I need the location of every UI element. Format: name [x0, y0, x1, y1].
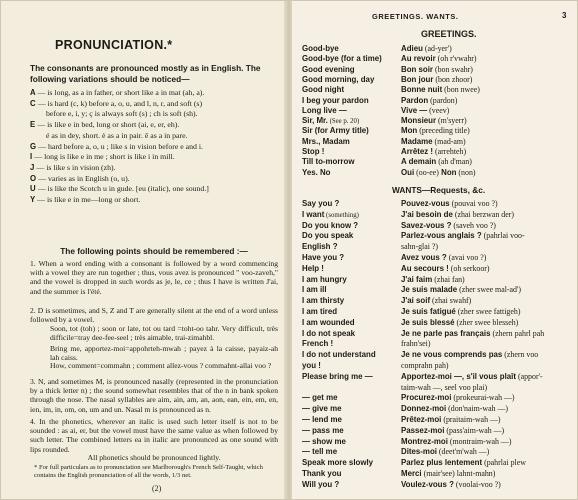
- letter-row: [30, 163, 280, 172]
- pronunciation: (pahrlai plew: [482, 458, 526, 468]
- french-phrase: [401, 404, 508, 414]
- phrase-row: [302, 339, 576, 349]
- pronunciation: (voolai-voo ?): [453, 479, 501, 489]
- french-text: Adieu: [401, 44, 423, 53]
- pronunciation: (bon zhoor): [433, 74, 473, 84]
- phrase-row: [302, 221, 576, 231]
- phrase-row: [302, 437, 576, 447]
- french-phrase: [401, 264, 490, 274]
- letter-key: I: [30, 152, 35, 162]
- page-number-right: 3: [562, 11, 567, 20]
- points-heading: The following points should be remembered :—: [60, 246, 248, 256]
- french-phrase: [401, 137, 466, 147]
- english-phrase: Mrs., Madam: [302, 136, 350, 146]
- english-phrase: — pass me: [302, 425, 344, 435]
- phrase-row: [302, 65, 576, 75]
- phrase-note: (something): [324, 211, 359, 219]
- french-phrase: [401, 96, 457, 106]
- letter-key: C: [30, 98, 38, 108]
- french-text: Je suis blessé: [401, 317, 455, 327]
- french-phrase: [401, 447, 489, 457]
- pronunciation: (m'syerr): [436, 116, 467, 126]
- french-phrase: [401, 383, 487, 393]
- pronunciation: comprahn pah): [401, 361, 449, 370]
- english-phrase: Long live —: [302, 105, 347, 115]
- english-phrase: French !: [302, 339, 334, 349]
- french-text: Dites-moi: [401, 447, 437, 457]
- english-phrase: Speak more slowly: [302, 458, 374, 468]
- letter-desc: — varies as in English (o, u).: [38, 173, 130, 183]
- french-text: Au secours !: [401, 263, 449, 273]
- pronunciation: frahn'sei): [401, 339, 431, 349]
- phrase-row: [302, 168, 576, 178]
- phrase-row: [302, 447, 576, 457]
- pronunciation: (pouvai voo ?): [449, 199, 498, 208]
- french-text: Pouvez-vous: [401, 199, 450, 208]
- english-phrase: Sir, Mr. (See p. 20): [302, 116, 360, 126]
- phrase-row: [302, 44, 576, 54]
- french-phrase: [401, 437, 511, 447]
- letter-desc: — is hard (c, k) before a, o, u, and l, n, r, and soft (s): [37, 98, 203, 108]
- letter-row: [30, 174, 280, 183]
- pronunciation: (preceding title): [417, 126, 470, 136]
- french-phrase: [401, 85, 480, 95]
- french-text: Donnez-moi: [401, 404, 447, 414]
- phrase-row: [302, 264, 576, 274]
- pronunciation: (pahrlai voo-: [481, 231, 525, 241]
- phrase-row: [302, 361, 576, 371]
- french-text: Bon soir: [401, 64, 434, 74]
- french-phrase: [401, 157, 472, 167]
- letter-row: [30, 109, 286, 118]
- pronunciation: (zher swee blesseh): [454, 317, 519, 327]
- rule-paragraph: 4. In the phonetics, wherever an italic is used such letter itself is not to be sounded : as ai, er, but the vowel must have the same value as when followed by such letter. The combined letters ea in italic are pronounced as one sound with lips rounded.: [30, 417, 278, 454]
- phrase-row: [302, 96, 576, 106]
- english-phrase: I want (something): [302, 209, 359, 219]
- phrase-row: [302, 383, 576, 393]
- pronunciation: (zhai fan): [432, 274, 465, 284]
- english-phrase: Do you speak: [302, 231, 354, 241]
- french-text: Pardon: [401, 95, 429, 105]
- french-phrase: [401, 318, 518, 328]
- footnote: * For full particulars as to pronunciation see Marlborough's French Self-Taught, which contains the English pronunciation of all the words, 1/3 net.: [34, 464, 263, 479]
- english-phrase: Good-bye (for a time): [302, 54, 382, 64]
- pronunciation: (zhai swahf): [430, 296, 472, 306]
- phrase-row: [302, 231, 576, 241]
- pronunciation: (avai voo ?): [446, 253, 487, 262]
- pronunciation: (ad-yer'): [422, 44, 452, 53]
- running-head: GREETINGS. WANTS.: [372, 12, 459, 21]
- pronunciation: (praitaim-wah —): [441, 415, 501, 424]
- french-phrase: [401, 242, 438, 252]
- english-phrase: — show me: [302, 436, 346, 446]
- phrase-row: [302, 157, 576, 167]
- pronunciation: (zhern voo: [502, 350, 539, 360]
- french-text: Bonne nuit: [401, 85, 443, 95]
- french-phrase: [401, 147, 466, 157]
- french-text: Je ne parle pas français: [401, 328, 491, 338]
- english-phrase: Say you ?: [302, 199, 340, 208]
- french-text: J'ai soif: [401, 296, 431, 306]
- rule-paragraph: Bring me, apportez-moi=appohrteh-mwah ; payez à la caisse, payaiz-ah lah caiss.: [50, 344, 278, 363]
- page-number-left: (2): [152, 484, 162, 493]
- french-phrase: [401, 199, 498, 209]
- letter-key: Y: [30, 195, 38, 204]
- letter-desc: é as in dey, short. è as a in pair. ê as a in pare.: [46, 130, 188, 140]
- phrase-note: (See p. 20): [327, 118, 360, 126]
- pronunciation: (veev): [427, 105, 450, 115]
- letter-row: [30, 120, 280, 129]
- pronunciation: (prokeurai-wah —): [451, 393, 515, 403]
- rule-paragraph: 1. When a word ending with a consonant is followed by a word commencing with a vowel they are run together ; thus, vous avez is pronounced " voo-zaveh," and the vowel is dropped in such words as je, le, ce ; thus I have is written J'ai, and the summer is l'été.: [30, 259, 278, 296]
- french-phrase: [401, 339, 430, 349]
- phrase-row: [302, 147, 576, 157]
- french-phrase: [401, 372, 543, 382]
- greetings-title: GREETINGS.: [421, 29, 477, 39]
- phrase-row: [302, 137, 576, 147]
- english-phrase: — give me: [302, 404, 342, 414]
- letter-desc: — long is like e in me ; short is like i in mill.: [34, 152, 175, 162]
- pronunciation: (zhern pahrl pah: [490, 328, 545, 338]
- letter-key: J: [30, 162, 37, 172]
- phrase-row: [302, 469, 576, 479]
- rule-paragraph: Soon, tot (toh) ; soon or late, tot ou tard =toht-oo tahr. Very difficult, très difficile=tray dee-fee-seel ; très aimable, trai-zimahbl.: [50, 324, 278, 343]
- french-phrase: [401, 116, 467, 126]
- french-phrase: [401, 44, 452, 54]
- phrase-row: [302, 415, 576, 425]
- letter-desc: before e, i, y; ç is always soft (s) ; ch is soft (sh).: [46, 109, 198, 119]
- letter-key: E: [30, 120, 38, 130]
- letter-row: [30, 142, 280, 151]
- pronunciation: (don'naim-wah —): [446, 404, 509, 414]
- letter-key: U: [30, 184, 38, 194]
- english-phrase: I am hungry: [302, 274, 347, 284]
- phrase-row: [302, 85, 576, 95]
- letter-row: [30, 131, 286, 140]
- pronunciation: (pass'aim-wah —): [444, 425, 505, 435]
- phrase-row: [302, 199, 576, 209]
- pronunciation: (oh r'vwahr): [435, 54, 477, 64]
- phrase-row: [302, 404, 576, 414]
- phrase-row: [302, 116, 576, 126]
- french-text: Je suis malade: [401, 285, 458, 295]
- french-phrase: [401, 350, 538, 360]
- english-phrase: Have you ?: [302, 253, 345, 262]
- french-phrase: [401, 210, 514, 220]
- english-phrase: Good morning, day: [302, 74, 375, 84]
- pronunciation: (pardon): [428, 95, 458, 105]
- english-phrase: Do you know ?: [302, 220, 359, 230]
- page-title: PRONUNCIATION.*: [55, 38, 173, 52]
- english-phrase: English ?: [302, 242, 338, 252]
- phrase-row: [302, 54, 576, 64]
- english-phrase: you !: [302, 361, 321, 370]
- french-text: Bon jour: [401, 74, 434, 84]
- phrase-row: [302, 106, 576, 116]
- pronunciation: lahnt-mahn): [454, 469, 496, 478]
- french-phrase: [401, 307, 520, 317]
- phrase-row: [302, 318, 576, 328]
- french-phrase: [401, 285, 521, 295]
- french-text: Oui: [401, 167, 415, 177]
- rule-paragraph: How, comment=commahn ; comment allez-vous ? commahnt-allai voo ?: [50, 361, 272, 370]
- french-phrase: [401, 415, 501, 425]
- english-phrase: — lend me: [302, 415, 342, 424]
- french-phrase: [401, 469, 495, 479]
- wants-title: WANTS—Requests, &c.: [392, 185, 486, 195]
- letter-row: [30, 195, 280, 204]
- english-phrase: Please bring me —: [302, 371, 373, 381]
- english-phrase: — tell me: [302, 447, 338, 457]
- letter-desc: — hard before a, o, u ; like s in vision before e and i.: [38, 141, 204, 151]
- french-text: Parlez-vous anglais ?: [401, 231, 482, 241]
- letter-desc: — is like s in vision (zh).: [36, 162, 116, 172]
- pronunciation: (non): [456, 167, 476, 177]
- pronunciation: sahn-glai ?): [401, 242, 439, 252]
- phrase-row: [302, 75, 576, 85]
- french-phrase: [401, 296, 471, 306]
- phrase-row: [302, 372, 576, 382]
- phrase-row: [302, 253, 576, 263]
- french-text: Procurez-moi: [401, 393, 452, 403]
- letter-row: [30, 184, 280, 193]
- phrase-row: [302, 242, 576, 252]
- letter-desc: — is like e in bed, long or short (ai, e, er, eh).: [37, 120, 180, 130]
- french-text: Avez vous ?: [401, 253, 447, 262]
- french-phrase: [401, 75, 472, 85]
- french-text: A demain: [401, 157, 437, 167]
- pronunciation: (deet'm'wah —): [436, 447, 490, 457]
- french-text: Monsieur: [401, 116, 437, 126]
- english-phrase: Sir (for Army title): [302, 126, 369, 136]
- french-text: J'ai faim: [401, 274, 433, 284]
- french-phrase: [401, 393, 515, 403]
- letter-key: A: [30, 88, 38, 97]
- french-phrase: [401, 168, 476, 178]
- pronunciation: (zher swee fattigeh): [455, 307, 521, 316]
- french-phrase: [401, 65, 473, 75]
- french-phrase: [401, 126, 470, 136]
- english-phrase: Stop !: [302, 147, 325, 156]
- french-text: Je ne vous comprends pas: [401, 350, 503, 360]
- letter-row: [30, 88, 280, 97]
- english-phrase: I beg your pardon: [302, 95, 369, 105]
- phrase-row: [302, 210, 576, 220]
- pronunciation: (mair'see): [421, 469, 455, 478]
- letter-key: O: [30, 173, 39, 183]
- pronunciation: (saveh voo ?): [451, 220, 496, 230]
- phrase-row: [302, 285, 576, 295]
- french-phrase: [401, 106, 449, 116]
- french-text: Vive —: [401, 105, 428, 115]
- english-phrase: Will you ?: [302, 479, 340, 489]
- english-phrase: Till to-morrow: [302, 157, 355, 167]
- english-phrase: I am tired: [302, 307, 338, 316]
- english-phrase: I am wounded: [302, 317, 355, 327]
- english-phrase: I am ill: [302, 285, 327, 295]
- phrase-row: [302, 126, 576, 136]
- french-phrase: [401, 231, 525, 241]
- rule-paragraph: 2. D is sometimes, and S, Z and T are generally silent at the end of a word unless followed by a vowel.: [30, 306, 278, 325]
- letter-row: [30, 99, 280, 108]
- english-phrase: Yes. No: [302, 167, 331, 177]
- english-phrase: I am thirsty: [302, 296, 345, 306]
- french-text: Savez-vous ?: [401, 220, 452, 230]
- french-text: Madame: [401, 136, 433, 146]
- letter-row: [30, 152, 280, 161]
- pronunciation: taim-wah —, seel voo plai): [401, 382, 488, 392]
- pronunciation: (zher swee mal-ad'): [457, 285, 522, 295]
- letter-desc: — is like the Scotch u in gude. [eu (italic), one sound.]: [37, 184, 209, 194]
- pronunciation: (ah d'man): [436, 157, 472, 167]
- english-phrase: Good-bye: [302, 44, 339, 53]
- french-text: J'ai besoin de: [401, 209, 453, 219]
- letter-desc: — is long, as a in father, or short like a in mat (ah, a).: [37, 88, 205, 97]
- intro-text: The consonants are pronounced mostly as in English. The following variations should be noticed—: [30, 63, 261, 84]
- english-phrase: Good night: [302, 85, 345, 95]
- pronunciation: (oh serkoor): [448, 263, 490, 273]
- french-text: Apportez-moi —, s'il vous plaît: [401, 371, 516, 381]
- phrase-row: [302, 329, 576, 339]
- french-text: Passez-moi: [401, 425, 445, 435]
- french-phrase: [401, 426, 504, 436]
- french-phrase: [401, 221, 496, 231]
- left-page: [0, 0, 286, 500]
- phrase-row: [302, 426, 576, 436]
- french-phrase: [401, 329, 544, 339]
- pronunciation: (zhai berzwan der): [452, 209, 514, 219]
- english-phrase: — get me: [302, 393, 338, 403]
- english-phrase: I do not speak: [302, 328, 356, 338]
- pronunciation: (montraim-wah —): [447, 436, 512, 446]
- english-phrase: I do not understand: [302, 350, 376, 360]
- rule-paragraph: 3. N, and sometimes M, is pronounced nasally (represented in the pronunciation by a thick letter n) ; the sound somewhat resembles that of the n in bank spoken through the nose. The nasal syllables are aim, ain, am, an, aon, ean, ein, em, en, ien, im, in, om, on, um and un. Nasal m is pronounced as n.: [30, 377, 278, 414]
- phrase-row: [302, 480, 576, 490]
- pronunciation: (bon nwee): [442, 85, 480, 95]
- french-phrase: [401, 54, 477, 64]
- french-text: Voulez-vous ?: [401, 479, 454, 489]
- pronunciation: (oo-ee): [414, 167, 439, 177]
- french-text: Prêtez-moi: [401, 415, 442, 424]
- letter-desc: — is like e in me—long or short.: [37, 195, 141, 204]
- letter-key: G: [30, 141, 39, 151]
- french-phrase: [401, 458, 526, 468]
- french-text: Non: [438, 167, 457, 177]
- pronunciation: (bon swahr): [433, 64, 473, 74]
- french-text: Montrez-moi: [401, 436, 448, 446]
- phrase-row: [302, 275, 576, 285]
- french-text: Au revoir: [401, 54, 436, 64]
- english-phrase: Help !: [302, 263, 324, 273]
- french-text: Parlez plus lentement: [401, 458, 483, 468]
- french-text: Je suis fatigué: [401, 307, 456, 316]
- phrase-row: [302, 458, 576, 468]
- phrase-row: [302, 307, 576, 317]
- french-phrase: [401, 275, 465, 285]
- french-phrase: [401, 253, 486, 263]
- rule-paragraph: All phonetics should be pronounced lightly.: [87, 453, 221, 462]
- english-phrase: Good evening: [302, 64, 355, 74]
- phrase-row: [302, 296, 576, 306]
- french-text: Arrêtez !: [401, 147, 434, 156]
- french-phrase: [401, 480, 501, 490]
- phrase-row: [302, 350, 576, 360]
- french-phrase: [401, 361, 449, 371]
- pronunciation: (appor'-: [516, 371, 543, 381]
- english-phrase: Thank you: [302, 469, 342, 478]
- pronunciation: (mad-am): [432, 136, 466, 146]
- pronunciation: (arrehteh): [433, 147, 467, 156]
- right-page: [292, 0, 578, 500]
- phrase-row: [302, 393, 576, 403]
- french-text: Merci: [401, 469, 422, 478]
- french-text: Mon: [401, 126, 418, 136]
